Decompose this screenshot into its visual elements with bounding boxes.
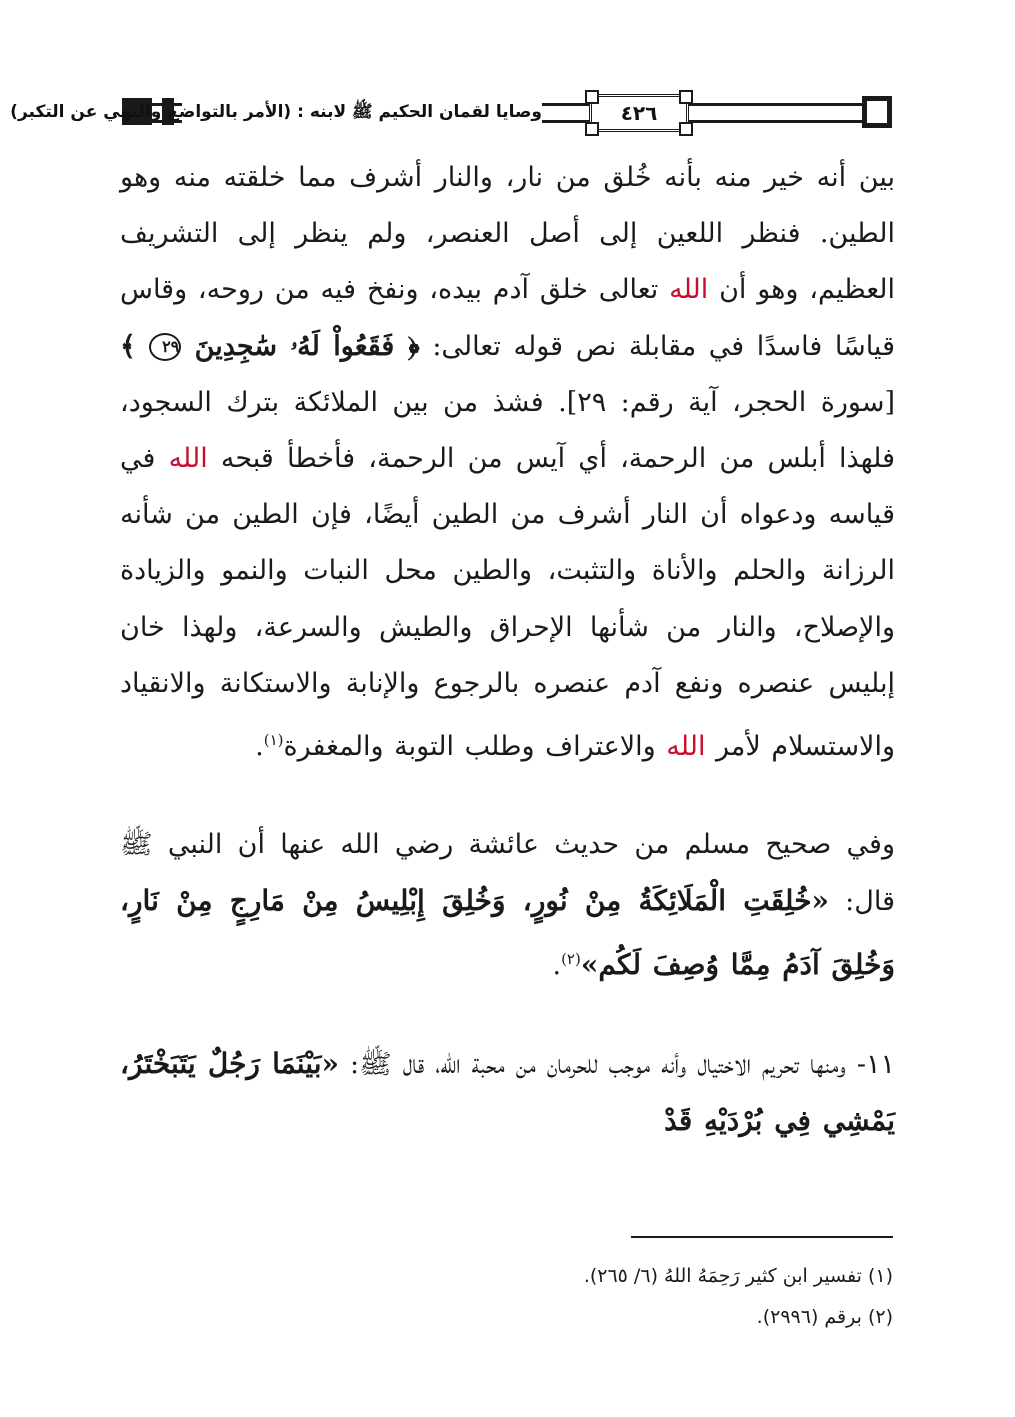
quran-verse bbox=[120, 331, 420, 362]
main-text bbox=[120, 150, 895, 1150]
footnote-marker[interactable]: (١) bbox=[263, 731, 284, 750]
paragraph-2 bbox=[120, 817, 895, 994]
text-run: بين أنه خير منه بأنه خُلق من نار، والنار أشرف مما خلقته منه وهو الطين. فنظر اللعين إلى أصل العنصر، ولم ينظر إلى التشريف العظيم، وهو أن bbox=[120, 162, 895, 306]
text-run: في قياسه ودعواه أن النار أشرف من الطين أيضًا، فإن الطين من شأنه الرزانة والحلم والأناة والتثبت، والطين محل النبات والنمو والزيادة والإصلاح، والنار من شأنها الإحراق والطيش والسرعة، ولهذا خان إبليس عنصره ونفع آدم عنصره بالرجوع والإنابة والاستكانة والانقياد والاستسلام لأمر bbox=[120, 443, 895, 763]
running-title: وصايا لقمان الحكيم ﷺ لابنه : (الأمر بالتواضع والنهي عن التكبر) bbox=[182, 96, 542, 128]
footnote-marker[interactable]: (٢) bbox=[561, 949, 581, 968]
quran-bracket: ﴾ bbox=[120, 330, 150, 362]
footnotes bbox=[123, 1256, 893, 1338]
text-run: وفي صحيح مسلم من حديث عائشة رضي الله عنها أن النبي ﷺ قال: bbox=[120, 829, 895, 918]
divine-name: الله bbox=[669, 274, 709, 306]
text-run: ١١- ومنها تحريم الاختيال وأنه موجب للحرمان من محبة الله، قال ﷺ: bbox=[339, 1048, 895, 1080]
text-run: . bbox=[552, 949, 562, 981]
page-number: ٤٢٦ bbox=[620, 101, 658, 125]
text-run: [سورة الحجر، آية رقم: ٢٩]. فشذ من بين الملائكة بترك السجود، فلهذا أبلس من الرحمة، أي آيس من الرحمة، فأخطأ قبحه bbox=[120, 386, 895, 475]
footnote-separator bbox=[631, 1236, 893, 1238]
footnote-2: (٢) برقم (٢٩٩٦). bbox=[756, 1306, 893, 1328]
text-run: تعالى خلق آدم بيده، ونفخ فيه من روحه، وقاس قياسًا فاسدًا في مقابلة نص قوله تعالى: bbox=[120, 274, 895, 362]
ayah-number-mark: ٢٩ bbox=[149, 333, 181, 361]
footnote-1: (١) تفسير ابن كثير رَحِمَهُ اللهُ (٦/ ٢٦٥). bbox=[583, 1265, 893, 1287]
paragraph-1 bbox=[120, 150, 895, 775]
divine-name: الله bbox=[168, 443, 208, 475]
hadith-text: «بَيْنَمَا رَجُلٌ يَتَبَخْتَرُ، يَمْشِي فِي بُرْدَيْهِ قَدْ bbox=[120, 1046, 895, 1138]
page-number-frame bbox=[589, 94, 689, 132]
header-ornament-square bbox=[862, 96, 892, 128]
paragraph-3 bbox=[120, 1036, 895, 1150]
hadith-text: «خُلِقَتِ الْمَلَائِكَةُ مِنْ نُورٍ، وَخُلِقَ إِبْلِيسُ مِنْ مَارِجٍ مِنْ نَارٍ، وَخُلِقَ آدَمُ مِمَّا وُصِفَ لَكُم» bbox=[120, 884, 895, 981]
text-run: والاعتراف وطلب التوبة والمغفرة bbox=[283, 731, 667, 763]
divine-name: الله bbox=[666, 731, 706, 763]
quran-text: ﴿ فَقَعُواْ لَهُۥ سَٰجِدِينَ bbox=[181, 330, 420, 362]
page-header bbox=[10, 94, 892, 134]
text-run: . bbox=[255, 731, 264, 763]
